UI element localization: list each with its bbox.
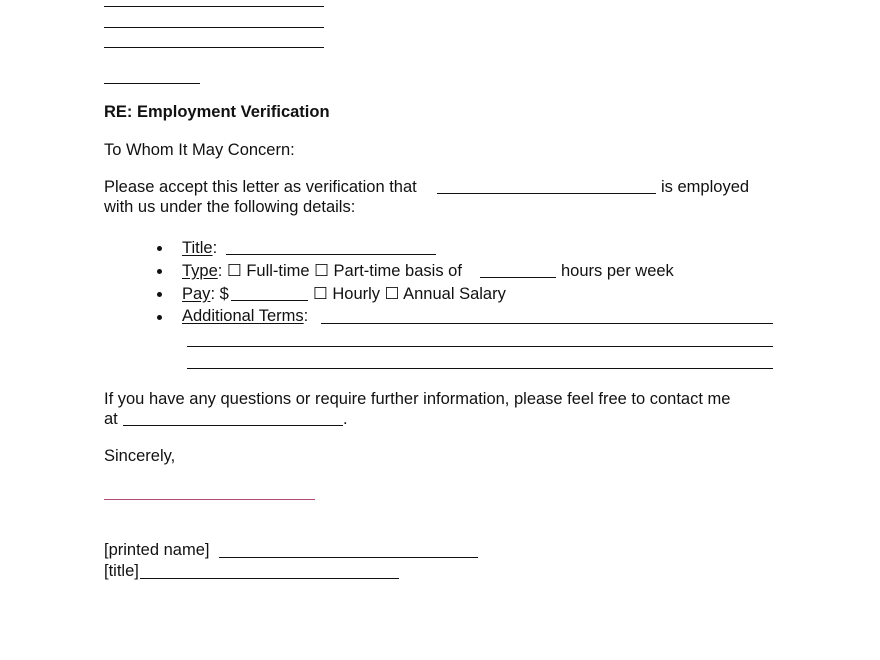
detail-title-label: Title — [182, 239, 213, 257]
bullet-dot — [157, 246, 162, 251]
detail-title: Title: — [182, 239, 218, 257]
closing-period: . — [343, 410, 348, 428]
pay-amount-line[interactable] — [231, 300, 308, 301]
employee-name-line[interactable] — [437, 193, 656, 194]
contact-line[interactable] — [123, 425, 343, 426]
detail-type: Type: ☐ Full-time ☐ Part-time basis of — [182, 262, 462, 280]
title-field-line[interactable] — [140, 578, 399, 579]
closing-text: If you have any questions or require further information, please feel free to contact me — [104, 390, 731, 408]
hours-line[interactable] — [480, 277, 556, 278]
bullet-dot — [157, 292, 162, 297]
address-line-3[interactable] — [104, 47, 324, 48]
intro-text-3: with us under the following details: — [104, 198, 356, 216]
title-field-label: [title] — [104, 562, 139, 580]
detail-type-label: Type — [182, 262, 218, 280]
intro-text-1: Please accept this letter as verification that — [104, 178, 417, 196]
printed-name-line[interactable] — [219, 557, 478, 558]
detail-pay-label: Pay — [182, 285, 211, 303]
terms-line-2[interactable] — [187, 346, 773, 347]
printed-name-label: [printed name] — [104, 541, 210, 559]
address-line-1[interactable] — [104, 6, 324, 7]
title-line[interactable] — [226, 254, 436, 255]
terms-line-1[interactable] — [321, 323, 773, 324]
detail-pay: Pay: $ — [182, 285, 229, 303]
hours-text: hours per week — [561, 262, 674, 280]
subject-line: RE: Employment Verification — [104, 103, 330, 121]
signature-line[interactable] — [104, 499, 315, 500]
detail-terms-label: Additional Terms — [182, 307, 304, 325]
date-line[interactable] — [104, 83, 200, 84]
intro-text-2: is employed — [661, 178, 750, 196]
bullet-dot — [157, 269, 162, 274]
address-line-2[interactable] — [104, 27, 324, 28]
detail-terms: Additional Terms: — [182, 307, 309, 325]
bullet-dot — [157, 315, 162, 320]
pay-options: ☐ Hourly ☐ Annual Salary — [313, 285, 506, 303]
terms-line-3[interactable] — [187, 368, 773, 369]
signoff: Sincerely, — [104, 447, 176, 465]
salutation: To Whom It May Concern: — [104, 141, 295, 159]
closing-at: at — [104, 410, 118, 428]
